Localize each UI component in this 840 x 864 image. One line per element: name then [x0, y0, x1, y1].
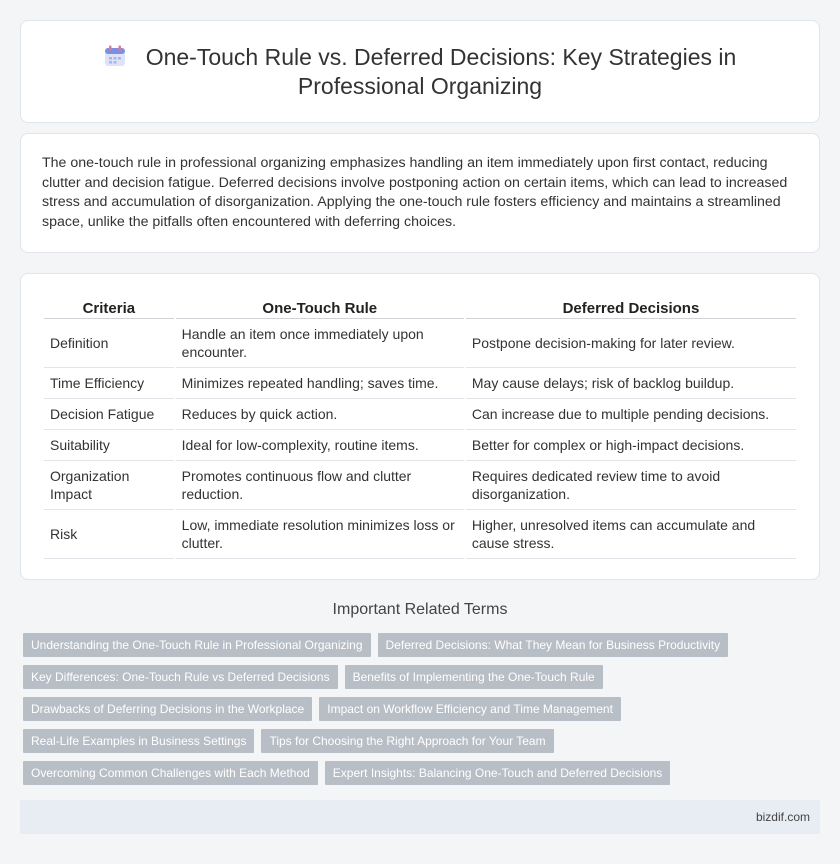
- footer: [20, 800, 820, 834]
- table-row: [44, 319, 796, 368]
- header-deferred: Deferred Decisions: [466, 297, 796, 319]
- footer-site-link[interactable]: bizdif.com: [755, 810, 810, 824]
- related-term-link[interactable]: Impact on Workflow Efficiency and Time Management: [319, 697, 621, 721]
- related-term-link[interactable]: Deferred Decisions: What They Mean for Business Productivity: [378, 633, 729, 657]
- row-one-touch: Promotes continuous flow and clutter reduction.: [176, 461, 464, 510]
- row-one-touch: Minimizes repeated handling; saves time.: [176, 368, 464, 399]
- header-criteria: Criteria: [44, 297, 174, 319]
- row-criteria: Organization Impact: [44, 461, 174, 510]
- row-deferred: Postpone decision-making for later review.: [466, 319, 796, 368]
- row-deferred: Higher, unresolved items can accumulate and cause stress.: [466, 510, 796, 559]
- row-one-touch: Handle an item once immediately upon encounter.: [176, 319, 464, 368]
- row-deferred: Better for complex or high-impact decisions.: [466, 430, 796, 461]
- header-one-touch: One-Touch Rule: [176, 297, 464, 319]
- related-terms-title: Important Related Terms: [332, 601, 508, 618]
- row-criteria: Definition: [44, 319, 174, 368]
- table-row: [44, 461, 796, 510]
- title-line-1: One-Touch Rule vs. Deferred Decisions: Key Strategies in: [145, 44, 737, 70]
- comparison-card: [20, 273, 820, 580]
- table-row: [44, 368, 796, 399]
- row-one-touch: Reduces by quick action.: [176, 399, 464, 430]
- row-deferred: Can increase due to multiple pending decisions.: [466, 399, 796, 430]
- related-term-link[interactable]: Key Differences: One-Touch Rule vs Deferred Decisions: [23, 665, 338, 689]
- related-term-link[interactable]: Understanding the One-Touch Rule in Professional Organizing: [23, 633, 371, 657]
- table-row: [44, 510, 796, 559]
- header-card: [20, 20, 820, 123]
- intro-paragraph: The one-touch rule in professional organizing emphasizes handling an item immediately upon first contact, reducing clutter and decision fatigue. Deferred decisions involve postponing action on certain items, which can lead to increased stress and accumulation of disorganization. Applying the one-touch rule fosters efficiency and maintains a streamlined space, unlike the pitfalls often encountered with deferring choices.: [42, 155, 788, 230]
- table-row: [44, 399, 796, 430]
- row-criteria: Suitability: [44, 430, 174, 461]
- table-header-row: [44, 297, 796, 319]
- related-term-link[interactable]: Benefits of Implementing the One-Touch Rule: [345, 665, 603, 689]
- related-term-link[interactable]: Tips for Choosing the Right Approach for Your Team: [261, 729, 553, 753]
- related-terms-list: [23, 633, 803, 793]
- related-term-link[interactable]: Drawbacks of Deferring Decisions in the Workplace: [23, 697, 312, 721]
- related-term-link[interactable]: Expert Insights: Balancing One-Touch and Deferred Decisions: [325, 761, 671, 785]
- title-line-2: Professional Organizing: [297, 73, 543, 99]
- calendar-icon: [104, 45, 126, 67]
- page-title: [21, 43, 819, 101]
- comparison-table: [42, 297, 798, 559]
- row-criteria: Time Efficiency: [44, 368, 174, 399]
- row-one-touch: Ideal for low-complexity, routine items.: [176, 430, 464, 461]
- row-deferred: May cause delays; risk of backlog buildup.: [466, 368, 796, 399]
- related-term-link[interactable]: Overcoming Common Challenges with Each Method: [23, 761, 318, 785]
- row-one-touch: Low, immediate resolution minimizes loss or clutter.: [176, 510, 464, 559]
- row-criteria: Risk: [44, 510, 174, 559]
- related-term-link[interactable]: Real-Life Examples in Business Settings: [23, 729, 254, 753]
- row-deferred: Requires dedicated review time to avoid disorganization.: [466, 461, 796, 510]
- table-row: [44, 430, 796, 461]
- intro-card: [20, 133, 820, 253]
- row-criteria: Decision Fatigue: [44, 399, 174, 430]
